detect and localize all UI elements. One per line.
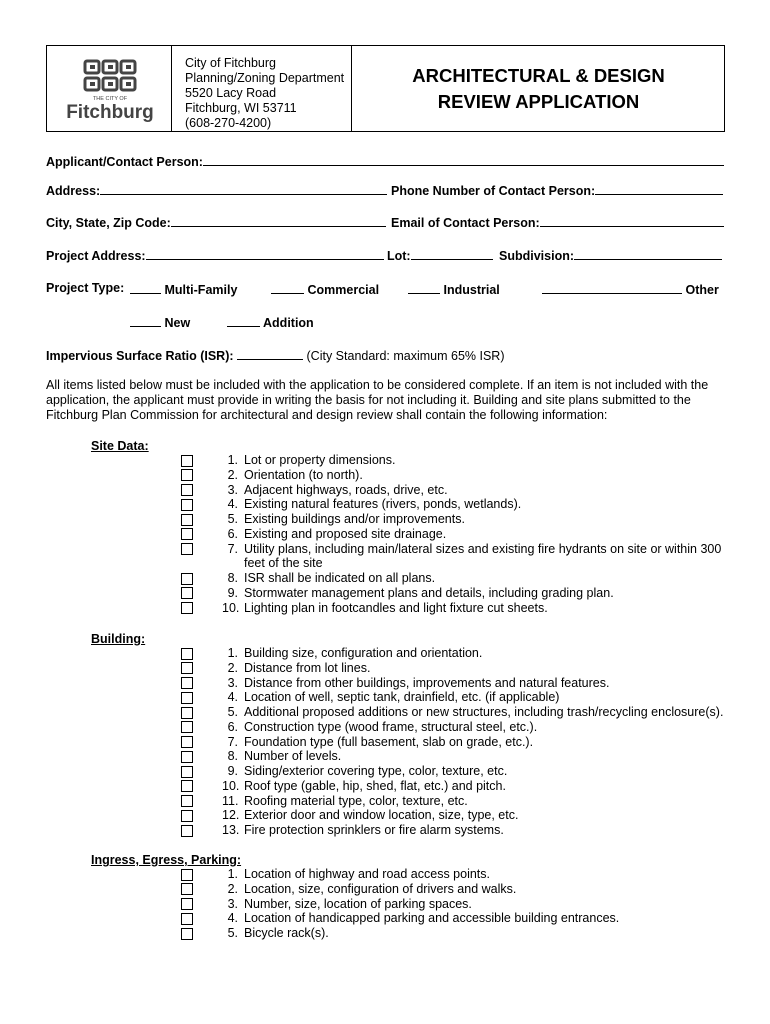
checklist-item — [222, 601, 548, 616]
checklist-item-text: Utility plans, including main/lateral sizes and existing fire hydrants on site or within 300 — [244, 541, 722, 556]
checklist-checkbox[interactable] — [181, 602, 193, 614]
checklist-item-number: 10. — [222, 600, 240, 615]
checklist-item — [222, 720, 537, 735]
checklist-item-text: Roof type (gable, hip, shed, flat, etc.) and pitch. — [244, 778, 506, 793]
checklist-item-number: 4. — [227, 911, 238, 926]
city-state-zip-input-line[interactable] — [171, 214, 386, 227]
checklist-item-text: Construction type (wood frame, structural steel, etc.). — [244, 719, 538, 734]
checklist-item-number: 12. — [222, 808, 240, 823]
checklist-item-number: 5. — [227, 512, 238, 526]
address-field — [46, 182, 387, 199]
phone-label: Phone Number of Contact Person: — [391, 184, 596, 198]
checklist-item-text: Orientation (to north). — [244, 467, 363, 482]
applicant-input-line[interactable] — [203, 153, 724, 166]
checklist-item-text: Location of well, septic tank, drainfield, etc. (if applicable) — [244, 690, 560, 705]
multi-family-option — [130, 281, 237, 298]
commercial-label: Commercial — [307, 283, 380, 297]
addition-label: Addition — [263, 316, 314, 330]
checklist-item-number: 2. — [227, 660, 238, 675]
new-label: New — [164, 316, 191, 330]
checklist-item-text: Lot or property dimensions. — [244, 453, 396, 467]
industrial-option — [408, 281, 500, 298]
checklist-item — [222, 735, 533, 750]
subdivision-field — [499, 247, 722, 264]
checklist-item-text: Number, size, location of parking spaces. — [244, 896, 472, 911]
subdivision-input-line[interactable] — [574, 247, 722, 260]
checklist-item — [222, 527, 446, 542]
instructions-paragraph — [46, 378, 726, 423]
checklist-item-number: 8. — [227, 571, 238, 585]
checklist-item — [222, 586, 614, 601]
checklist-item-number: 3. — [227, 482, 238, 497]
checklist-item-number: 4. — [227, 497, 238, 512]
project-address-label: Project Address: — [46, 249, 146, 263]
form-title — [351, 63, 726, 115]
checklist-item — [222, 646, 482, 661]
multi-family-label: Multi-Family — [164, 283, 238, 297]
checklist-checkbox[interactable] — [181, 692, 193, 704]
checklist-item-number: 5. — [227, 926, 238, 940]
checklist-checkbox[interactable] — [181, 883, 193, 895]
checklist-checkbox[interactable] — [181, 662, 193, 674]
address-line: Planning/Zoning Department — [185, 71, 345, 85]
city-state-zip-label: City, State, Zip Code: — [46, 216, 171, 230]
checklist-item-text: Distance from other buildings, improvements and natural features. — [244, 675, 610, 690]
subdivision-label: Subdivision: — [499, 249, 574, 263]
lot-label: Lot: — [387, 249, 411, 263]
checklist-item-text: Location of highway and road access points. — [244, 867, 490, 881]
address-label: Address: — [46, 184, 101, 198]
checklist-item-number: 5. — [227, 705, 238, 719]
checklist-item-text: Existing and proposed site drainage. — [244, 526, 447, 541]
other-label: Other — [685, 283, 719, 297]
checklist-item-text: Foundation type (full basement, slab on grade, etc.). — [244, 734, 534, 749]
checklist-item-text: Location of handicapped parking and accessible building entrances. — [244, 911, 620, 926]
project-address-input-line[interactable] — [146, 247, 384, 260]
checklist-item-number: 4. — [227, 690, 238, 705]
logo-small-text: THE CITY OF — [92, 96, 128, 102]
city-logo — [61, 56, 159, 124]
checklist-checkbox[interactable] — [181, 469, 193, 481]
instructions-line: All items listed below must be included with the application to be considered complete. If an item is not included with the — [46, 378, 709, 392]
checklist-item-number: 7. — [227, 541, 238, 556]
checklist-checkbox[interactable] — [181, 484, 193, 496]
checklist-item-text: Lighting plan in footcandles and light fixture cut sheets. — [244, 600, 548, 615]
checklist-item-number: 6. — [227, 526, 238, 541]
checklist-checkbox[interactable] — [181, 587, 193, 599]
header-box — [46, 45, 725, 132]
checklist-item — [222, 571, 435, 586]
checklist-item-number: 10. — [222, 778, 240, 793]
checklist-checkbox[interactable] — [181, 528, 193, 540]
commercial-option — [271, 281, 379, 298]
checklist-item — [222, 705, 723, 720]
site-data-heading: Site Data: — [91, 439, 149, 453]
checklist-checkbox[interactable] — [181, 573, 193, 585]
checklist-item — [222, 497, 521, 512]
checklist-item-text: Adjacent highways, roads, drive, etc. — [244, 482, 448, 497]
checklist-item-number: 8. — [227, 749, 238, 764]
checklist-item-number: 2. — [227, 881, 238, 896]
checklist-item-number: 6. — [227, 719, 238, 734]
checklist-checkbox[interactable] — [181, 780, 193, 792]
checklist-checkbox[interactable] — [181, 810, 193, 822]
checklist-item-number: 3. — [227, 675, 238, 690]
checklist-checkbox[interactable] — [181, 869, 193, 881]
checklist-checkbox[interactable] — [181, 766, 193, 778]
checklist-item-number: 1. — [227, 867, 238, 881]
checklist-checkbox[interactable] — [181, 499, 193, 511]
checklist-item — [222, 794, 468, 809]
project-address-field — [46, 247, 384, 264]
address-line: (608-270-4200) — [185, 116, 272, 130]
isr-field — [46, 347, 505, 364]
applicant-label: Applicant/Contact Person: — [46, 155, 203, 169]
department-address — [185, 56, 344, 131]
checklist-item — [222, 512, 465, 527]
isr-label: Impervious Surface Ratio (ISR): — [46, 349, 234, 363]
addition-blank[interactable] — [227, 314, 260, 327]
checklist-checkbox[interactable] — [181, 898, 193, 910]
checklist-item-text: Number of levels. — [244, 749, 342, 764]
checklist-item — [222, 676, 609, 691]
new-blank[interactable] — [130, 314, 161, 327]
checklist-item — [222, 690, 559, 705]
checklist-item-text: Roofing material type, color, texture, etc. — [244, 793, 468, 808]
checklist-item-text: Additional proposed additions or new structures, including trash/recycling enclosure(s). — [244, 705, 724, 719]
checklist-item-number: 11. — [222, 793, 239, 808]
checklist-item — [222, 542, 721, 557]
commercial-blank[interactable] — [271, 281, 304, 294]
email-field — [391, 214, 724, 231]
new-option — [130, 314, 190, 331]
checklist-item-number: 9. — [227, 585, 238, 600]
checklist-item-number: 3. — [227, 896, 238, 911]
isr-input-line[interactable] — [237, 347, 303, 360]
checklist-checkbox[interactable] — [181, 707, 193, 719]
email-label: Email of Contact Person: — [391, 216, 540, 230]
checklist-checkbox[interactable] — [181, 928, 193, 940]
other-blank[interactable] — [542, 281, 682, 294]
address-line: City of Fitchburg — [185, 56, 277, 70]
checklist-item-text: Building size, configuration and orientation. — [244, 646, 483, 660]
checklist-checkbox[interactable] — [181, 514, 193, 526]
header-divider — [171, 46, 172, 131]
isr-note: (City Standard: maximum 65% ISR) — [306, 349, 505, 363]
checklist-item-text: ISR shall be indicated on all plans. — [244, 571, 436, 585]
checklist-item — [222, 779, 506, 794]
checklist-item — [222, 882, 516, 897]
checklist-item-number: 13. — [222, 823, 240, 837]
multi-family-blank[interactable] — [130, 281, 161, 294]
other-option — [542, 281, 719, 298]
checklist-checkbox[interactable] — [181, 751, 193, 763]
checklist-item-number: 1. — [227, 453, 238, 467]
checklist-checkbox[interactable] — [181, 795, 193, 807]
project-type-label: Project Type: — [46, 281, 125, 295]
checklist-item — [222, 453, 395, 468]
lot-field — [387, 247, 493, 264]
checklist-item-text: Stormwater management plans and details, including grading plan. — [244, 585, 614, 600]
checklist-checkbox[interactable] — [181, 913, 193, 925]
checklist-item — [222, 764, 507, 779]
industrial-blank[interactable] — [408, 281, 440, 294]
addition-option — [227, 314, 314, 331]
checklist-checkbox[interactable] — [181, 736, 193, 748]
applicant-field — [46, 153, 724, 170]
checklist-item-number: 1. — [227, 646, 238, 660]
building-heading: Building: — [91, 632, 146, 646]
checklist-item — [222, 808, 518, 823]
checklist-checkbox[interactable] — [181, 455, 193, 467]
checklist-item-text: Exterior door and window location, size, type, etc. — [244, 808, 519, 823]
checklist-item-number: 9. — [227, 764, 238, 778]
checklist-item — [222, 926, 329, 941]
checklist-item-text: Location, size, configuration of drivers and walks. — [244, 881, 517, 896]
address-line: Fitchburg, WI 53711 — [185, 101, 297, 115]
checklist-item — [222, 749, 341, 764]
checklist-checkbox[interactable] — [181, 677, 193, 689]
checklist-item-text: Bicycle rack(s). — [244, 926, 329, 940]
form-title-line1: ARCHITECTURAL & DESIGN — [412, 65, 665, 86]
checklist-item-text: Distance from lot lines. — [244, 660, 371, 675]
ingress-heading: Ingress, Egress, Parking: — [91, 853, 242, 867]
checklist-item-number: 2. — [227, 467, 238, 482]
checklist-item — [222, 911, 619, 926]
checklist-item-text: Siding/exterior covering type, color, texture, etc. — [244, 764, 508, 778]
checklist-item-text: Existing natural features (rivers, ponds, wetlands). — [244, 497, 522, 512]
email-input-line[interactable] — [540, 214, 724, 227]
form-title-line2: REVIEW APPLICATION — [437, 91, 640, 112]
phone-input-line[interactable] — [595, 182, 723, 195]
address-input-line[interactable] — [100, 182, 387, 195]
checklist-checkbox[interactable] — [181, 721, 193, 733]
checklist-checkbox[interactable] — [181, 825, 193, 837]
checklist-item — [222, 661, 370, 676]
instructions-line: application, the applicant must provide in writing the basis for not including it. Building and site plans submitted to the — [46, 393, 691, 407]
logo-text: Fitchburg — [66, 102, 154, 123]
checklist-item-continuation: feet of the site — [244, 556, 323, 571]
checklist-item — [222, 867, 490, 882]
phone-field — [391, 182, 723, 199]
checklist-item-text: Fire protection sprinklers or fire alarm systems. — [244, 823, 504, 837]
industrial-label: Industrial — [443, 283, 500, 297]
checklist-item-text: Existing buildings and/or improvements. — [244, 512, 465, 526]
checklist-item — [222, 468, 363, 483]
city-state-zip-field — [46, 214, 386, 231]
checklist-checkbox[interactable] — [181, 648, 193, 660]
checklist-item — [222, 483, 448, 498]
lot-input-line[interactable] — [411, 247, 493, 260]
checklist-checkbox[interactable] — [181, 543, 193, 555]
instructions-line: Fitchburg Plan Commission for architectural and design review shall contain the following information: — [46, 408, 608, 422]
checklist-item — [222, 823, 504, 838]
address-line: 5520 Lacy Road — [185, 86, 277, 100]
checklist-item — [222, 897, 472, 912]
checklist-item-number: 7. — [227, 734, 238, 749]
